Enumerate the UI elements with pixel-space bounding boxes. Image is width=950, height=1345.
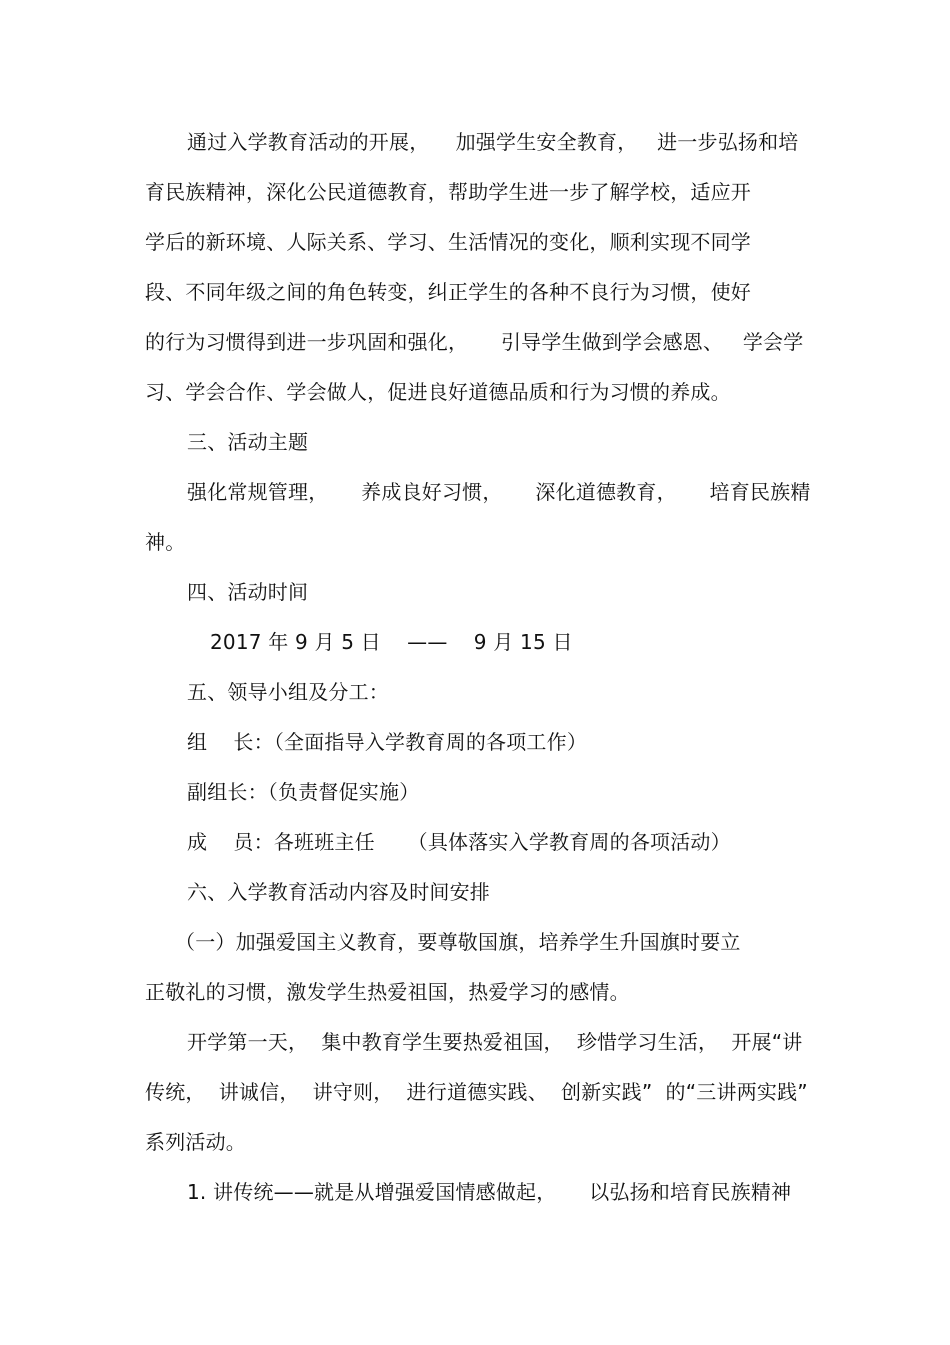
paragraph-line: 正敬礼的习惯，激发学生热爱祖国，热爱学习的感情。 (145, 980, 630, 1004)
paragraph-line: 神。 (145, 530, 186, 554)
section-heading: 五、领导小组及分工： (187, 680, 389, 704)
role-line: 成 员：各班班主任 （具体落实入学教育周的各项活动） (187, 830, 731, 854)
section-heading: 三、活动主题 (187, 430, 309, 454)
list-item-line: 1. 讲传统——就是从增强爱国情感做起， 以弘扬和培育民族精神 (187, 1180, 792, 1204)
paragraph-line: 育民族精神，深化公民道德教育，帮助学生进一步了解学校，适应开 (145, 180, 751, 204)
paragraph-line: 习、学会合作、学会做人，促进良好道德品质和行为习惯的养成。 (145, 380, 731, 404)
role-line: 组 长：（全面指导入学教育周的各项工作） (187, 730, 588, 754)
paragraph-line: 系列活动。 (145, 1130, 246, 1154)
paragraph-line: 段、不同年级之间的角色转变，纠正学生的各种不良行为习惯，使好 (145, 280, 751, 304)
paragraph-line: 的行为习惯得到进一步巩固和强化， 引导学生做到学会感恩、 学会学 (145, 330, 804, 354)
role-line: 副组长：（负责督促实施） (187, 780, 420, 804)
section-heading: 六、入学教育活动内容及时间安排 (187, 880, 490, 904)
paragraph-line: 传统， 讲诚信， 讲守则， 进行道德实践、 创新实践” 的“三讲两实践” (145, 1080, 808, 1104)
paragraph-line: 通过入学教育活动的开展， 加强学生安全教育， 进一步弘扬和培 (187, 130, 799, 154)
section-heading: 四、活动时间 (187, 580, 309, 604)
paragraph-line: 强化常规管理， 养成良好习惯， 深化道德教育， 培育民族精 (187, 480, 811, 504)
paragraph-line: 开学第一天， 集中教育学生要热爱祖国， 珍惜学习生活， 开展“讲 (187, 1030, 803, 1054)
date-range: 2017 年 9 月 5 日 —— 9 月 15 日 (210, 630, 573, 654)
paragraph-line: 学后的新环境、人际关系、学习、生活情况的变化，顺利实现不同学 (145, 230, 751, 254)
subsection-line: （一）加强爱国主义教育，要尊敬国旗，培养学生升国旗时要立 (175, 930, 741, 954)
